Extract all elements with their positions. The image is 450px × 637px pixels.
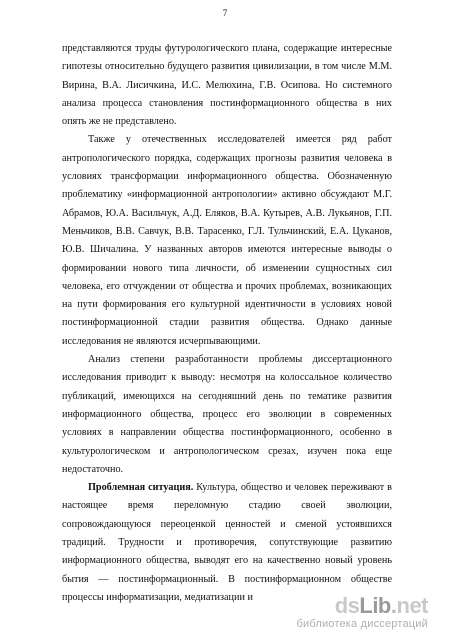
page-number: 7 — [222, 8, 228, 18]
paragraph-2: Также у отечественных исследователей имеется ряд работ антропологического порядка, содержащих прогнозы развития человека в условиях трансформации информационного общества. Обозначенную проблематику «информационной антропологии» активно обсуждают М.Г. Абрамов, Ю.А. Васильчук, А.Д. Еляков, В.А. Кутырев, А.В. Лукьянов, Г.П. Меньчиков, В.В. Савчук, В.В. Тарасенко, Г.Л. Тульчинский, Е.А. Цуканов, Ю.В. Шичалина. У названных авторов имеются интересные выводы о формировании нового типа личности, об изменении сущностных сил человека, его отчуждении от общества и прочих проблемах, возникающих на пути формирования его культурной идентичности в условиях новой постинформационной стадии развития общества. Однако данные исследования не являются исчерпывающими. — [62, 134, 392, 347]
problem-situation-heading: Проблемная ситуация. — [88, 482, 194, 494]
dslib-logo: dsLib.net — [334, 593, 428, 618]
watermark-subtitle: библиотека диссертаций — [296, 618, 428, 630]
paragraph-1: представляются труды футурологического плана, содержащие интересные гипотезы относительно будущего развития цивилизации, в том числе М.М. Вирина, В.А. Лисичкина, И.С. Мелюхина, Г.В. Осипова. Но системного анализа процесса становления постинформационного общества в них опять же не представлено. — [62, 43, 392, 128]
paragraph-3: Анализ степени разработанности проблемы диссертационного исследования приводит к выводу: несмотря на колоссальное количество публикаций, имеющихся на сегодняшний день по тематике развития информационного общества, процесс его эволюции в современных условиях в направлении общества постинформационного, особенно в культурологическом и антропологическом срезах, изучен пока еще недостаточно. — [62, 354, 392, 475]
paragraph-4-text: Культура, общество и человек переживают в настоящее время переломную стадию своей эволюции, сопровождающуюся переоценкой ценностей и сменой устоявшихся традиций. Трудности и противоречия, сопутствующие развитию информационного общества, выводят его на качественно новый уровень бытия — постинформационный. В постинформационном обществе процессы информатизации, медиатизации и — [62, 482, 392, 603]
document-body — [62, 40, 392, 607]
paragraph-4 — [62, 479, 392, 607]
watermark-logo — [288, 594, 428, 631]
